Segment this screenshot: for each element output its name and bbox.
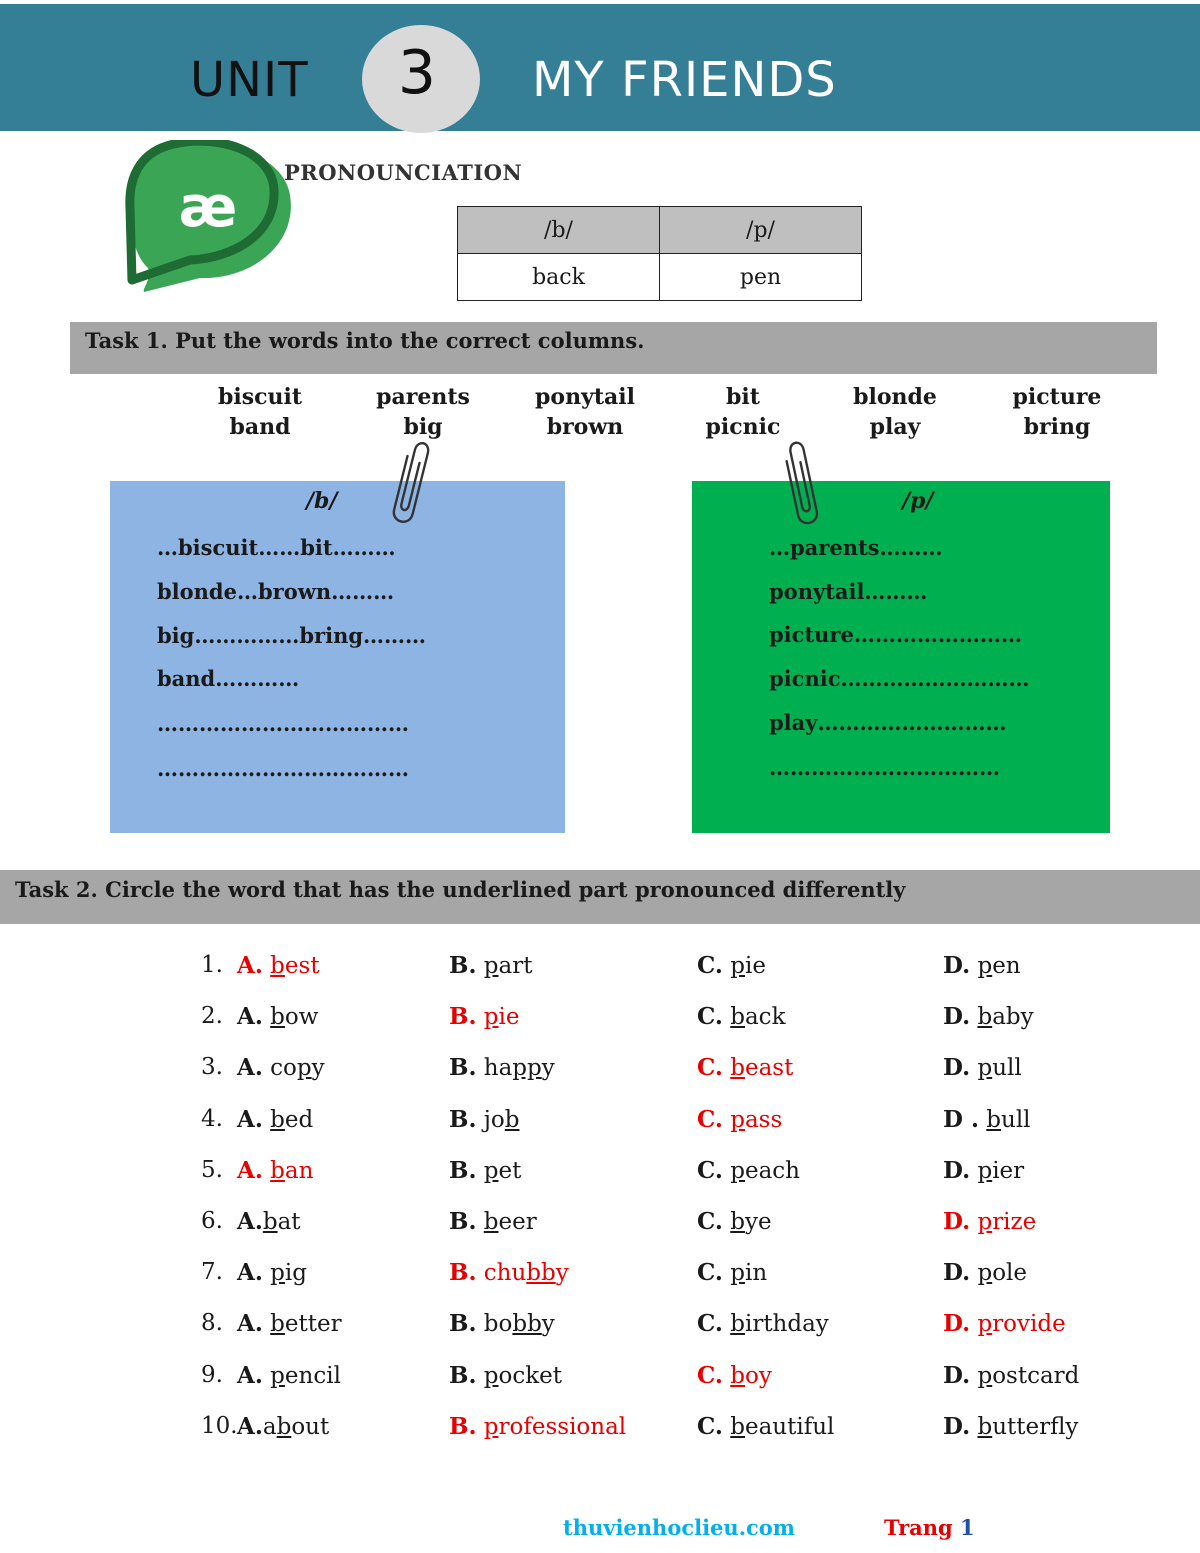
option-word-end: ull bbox=[992, 1055, 1022, 1081]
option-letter: D. bbox=[943, 1157, 971, 1184]
option-word-end: rofessional bbox=[498, 1414, 627, 1440]
option-letter: D . bbox=[943, 1106, 979, 1133]
option-word-end: ie bbox=[498, 1004, 520, 1030]
word-bank-item: play bbox=[869, 414, 921, 440]
option-word-end: out bbox=[291, 1414, 330, 1440]
word-bank-item: picture bbox=[1012, 384, 1102, 410]
answer-option[interactable] bbox=[697, 1003, 786, 1030]
option-letter: A. bbox=[237, 1310, 263, 1337]
option-letter: B. bbox=[449, 952, 477, 979]
option-underlined-part: b bbox=[270, 1158, 285, 1184]
answer-option[interactable] bbox=[943, 1157, 1024, 1184]
option-underlined-part: b bbox=[270, 1107, 285, 1133]
option-word-end: aby bbox=[992, 1004, 1034, 1030]
option-underlined-part: p bbox=[483, 1158, 499, 1184]
answer-option[interactable] bbox=[449, 1310, 555, 1337]
option-word-end: ass bbox=[744, 1107, 783, 1133]
option-letter: A. bbox=[237, 1259, 263, 1286]
answer-option[interactable] bbox=[943, 1106, 1031, 1133]
answer-option[interactable] bbox=[237, 1413, 329, 1440]
option-underlined-part: b bbox=[270, 1004, 285, 1030]
option-word-end: y bbox=[541, 1055, 555, 1081]
answer-option[interactable] bbox=[943, 1054, 1022, 1081]
question-number: 2. bbox=[201, 1003, 223, 1029]
footer-page-label: Trang bbox=[884, 1515, 953, 1540]
question-number: 10. bbox=[201, 1413, 238, 1439]
footer-page bbox=[884, 1515, 975, 1540]
question-number: 9. bbox=[201, 1362, 223, 1388]
note-b-line: …biscuit……bit……… bbox=[157, 535, 396, 560]
word-bank-item: big bbox=[403, 414, 443, 440]
option-word-end: y bbox=[555, 1260, 569, 1286]
option-letter: A. bbox=[237, 1413, 263, 1440]
question-number: 4. bbox=[201, 1106, 223, 1132]
option-word-end: utterfly bbox=[992, 1414, 1079, 1440]
option-word-end: ier bbox=[992, 1158, 1025, 1184]
word-bank-column bbox=[668, 382, 818, 442]
option-underlined-part: b bbox=[262, 1209, 278, 1235]
option-underlined-part: p bbox=[977, 1055, 993, 1081]
note-p-line: play……………………… bbox=[769, 710, 1007, 735]
answer-option[interactable] bbox=[697, 1310, 829, 1337]
word-bank-item: parents bbox=[376, 384, 470, 410]
answer-option[interactable] bbox=[697, 1208, 772, 1235]
task2-title: Task 2. Circle the word that has the underlined part pronounced differently bbox=[0, 870, 1200, 924]
note-b-line: blonde…brown……… bbox=[157, 579, 395, 604]
note-b-line: band………… bbox=[157, 666, 300, 691]
paperclip-icon bbox=[378, 438, 438, 533]
note-p-line: picnic……………………… bbox=[769, 666, 1030, 691]
option-word-end: art bbox=[498, 953, 533, 979]
unit-label: UNIT bbox=[190, 52, 309, 108]
option-letter: A. bbox=[237, 1003, 263, 1030]
answer-option-correct[interactable] bbox=[449, 1413, 626, 1440]
option-underlined-part: b bbox=[730, 1004, 745, 1030]
option-underlined-part: b bbox=[730, 1209, 745, 1235]
option-word-end: east bbox=[744, 1055, 794, 1081]
answer-option[interactable] bbox=[697, 1259, 767, 1286]
option-letter: A. bbox=[237, 1054, 263, 1081]
option-word-end: ack bbox=[744, 1004, 786, 1030]
option-word-start: bo bbox=[483, 1311, 513, 1337]
option-letter: C. bbox=[697, 1310, 723, 1337]
option-word-end: ed bbox=[284, 1107, 314, 1133]
option-word-end: at bbox=[277, 1209, 301, 1235]
option-underlined-part: p bbox=[977, 1209, 993, 1235]
pronunciation-heading: PRONOUNCIATION bbox=[284, 160, 523, 185]
option-letter: C. bbox=[697, 1106, 723, 1133]
note-p-sound bbox=[692, 481, 1110, 833]
option-word-start: co bbox=[270, 1055, 297, 1081]
option-underlined-part: p bbox=[977, 953, 993, 979]
option-letter: D. bbox=[943, 1003, 971, 1030]
note-p-line: ponytail……… bbox=[769, 579, 928, 604]
option-letter: B. bbox=[449, 1157, 477, 1184]
word-bank-item: picnic bbox=[705, 414, 781, 440]
option-letter: D. bbox=[943, 952, 971, 979]
option-underlined-part: p bbox=[977, 1260, 993, 1286]
question-number: 7. bbox=[201, 1259, 223, 1285]
option-underlined-part: b bbox=[977, 1414, 993, 1440]
answer-option[interactable] bbox=[943, 1003, 1034, 1030]
option-word-end: eautiful bbox=[744, 1414, 835, 1440]
answer-option[interactable] bbox=[237, 1106, 313, 1133]
option-underlined-part: p bbox=[730, 1158, 745, 1184]
option-word-end: eer bbox=[498, 1209, 537, 1235]
word-bank-item: band bbox=[229, 414, 291, 440]
option-underlined-part: p bbox=[730, 1107, 745, 1133]
option-underlined-part: b bbox=[977, 1004, 993, 1030]
option-word-end: y bbox=[311, 1055, 325, 1081]
option-letter: A. bbox=[237, 1362, 263, 1389]
option-letter: B. bbox=[449, 1208, 477, 1235]
option-underlined-part: b bbox=[730, 1414, 745, 1440]
option-word-end: y bbox=[541, 1311, 555, 1337]
option-word-end: est bbox=[284, 953, 320, 979]
note-p-line: …parents……… bbox=[769, 535, 943, 560]
word-bank-item: bit bbox=[726, 384, 760, 410]
pronunciation-table bbox=[457, 206, 862, 301]
option-word-end: ocket bbox=[498, 1363, 563, 1389]
option-letter: C. bbox=[697, 1157, 723, 1184]
word-bank-item: bring bbox=[1023, 414, 1091, 440]
task1-title: Task 1. Put the words into the correct columns. bbox=[70, 322, 1157, 374]
option-underlined-part: p bbox=[977, 1311, 993, 1337]
option-letter: D. bbox=[943, 1310, 971, 1337]
note-b-line: ……………………………… bbox=[157, 711, 409, 736]
option-underlined-part: b bbox=[504, 1107, 520, 1133]
word-bank-item: blonde bbox=[853, 384, 937, 410]
answer-option-correct[interactable] bbox=[697, 1054, 793, 1081]
answer-option[interactable] bbox=[237, 1259, 307, 1286]
option-word-start: jo bbox=[483, 1107, 505, 1133]
answer-option[interactable] bbox=[449, 1157, 521, 1184]
unit-number: 3 bbox=[397, 38, 437, 108]
answer-option[interactable] bbox=[449, 1106, 519, 1133]
answer-option[interactable] bbox=[697, 1413, 834, 1440]
option-letter: C. bbox=[697, 1259, 723, 1286]
option-underlined-part: b bbox=[276, 1414, 292, 1440]
option-word-end: en bbox=[992, 953, 1021, 979]
option-word-end: ig bbox=[284, 1260, 307, 1286]
option-underlined-part: p bbox=[730, 1260, 745, 1286]
answer-option-correct[interactable] bbox=[943, 1208, 1036, 1235]
answer-option-correct[interactable] bbox=[449, 1003, 519, 1030]
ae-symbol: æ bbox=[178, 175, 238, 240]
answer-option[interactable] bbox=[943, 1362, 1079, 1389]
answer-option[interactable] bbox=[237, 1310, 342, 1337]
answer-option[interactable] bbox=[237, 1003, 318, 1030]
option-underlined-part: p bbox=[483, 1004, 499, 1030]
option-letter: A. bbox=[237, 1106, 263, 1133]
answer-option[interactable] bbox=[943, 952, 1021, 979]
option-word-end: an bbox=[284, 1158, 314, 1184]
question-number: 1. bbox=[201, 952, 223, 978]
table-cell-p-example: pen bbox=[660, 254, 862, 301]
option-letter: B. bbox=[449, 1310, 477, 1337]
option-word-end: each bbox=[744, 1158, 800, 1184]
option-underlined-part: p bbox=[270, 1363, 285, 1389]
question-number: 5. bbox=[201, 1157, 223, 1183]
table-cell-b-example: back bbox=[458, 254, 660, 301]
answer-option[interactable] bbox=[943, 1413, 1078, 1440]
option-letter: C. bbox=[697, 1362, 723, 1389]
word-bank-item: biscuit bbox=[217, 384, 303, 410]
answer-option[interactable] bbox=[697, 1157, 800, 1184]
option-word-start: chu bbox=[483, 1260, 527, 1286]
option-underlined-part: p bbox=[296, 1055, 312, 1081]
option-letter: C. bbox=[697, 1003, 723, 1030]
word-bank-column bbox=[348, 382, 498, 442]
table-header-b: /b/ bbox=[458, 207, 660, 254]
note-p-line: …………………………… bbox=[769, 755, 1000, 780]
footer-page-number: 1 bbox=[960, 1515, 975, 1540]
answer-option[interactable] bbox=[943, 1259, 1027, 1286]
option-word-start: a bbox=[262, 1414, 277, 1440]
option-underlined-part: p bbox=[270, 1260, 285, 1286]
option-letter: D. bbox=[943, 1362, 971, 1389]
word-bank-column bbox=[185, 382, 335, 442]
option-letter: B. bbox=[449, 1259, 477, 1286]
note-b-line: ……………………………… bbox=[157, 756, 409, 781]
note-b-line: big……………bring……… bbox=[157, 623, 427, 648]
option-word-end: ull bbox=[1001, 1107, 1031, 1133]
option-letter: D. bbox=[943, 1259, 971, 1286]
option-word-start: ha bbox=[483, 1055, 513, 1081]
word-bank-column bbox=[820, 382, 970, 442]
option-word-end: ostcard bbox=[992, 1363, 1080, 1389]
unit-title: MY FRIENDS bbox=[532, 52, 837, 108]
option-underlined-part: b bbox=[483, 1209, 499, 1235]
answer-option-correct[interactable] bbox=[237, 952, 320, 979]
question-number: 8. bbox=[201, 1310, 223, 1336]
option-letter: B. bbox=[449, 1362, 477, 1389]
option-letter: A. bbox=[237, 1208, 263, 1235]
answer-option[interactable] bbox=[449, 1054, 555, 1081]
option-underlined-part: b bbox=[730, 1055, 745, 1081]
option-letter: C. bbox=[697, 1208, 723, 1235]
option-underlined-part: p bbox=[483, 953, 499, 979]
answer-option[interactable] bbox=[237, 1208, 301, 1235]
option-word-end: et bbox=[498, 1158, 522, 1184]
answer-option[interactable] bbox=[237, 1054, 325, 1081]
option-word-end: etter bbox=[284, 1311, 342, 1337]
option-underlined-part: p bbox=[730, 953, 745, 979]
answer-option-correct[interactable] bbox=[237, 1157, 313, 1184]
note-p-line: picture…………………… bbox=[769, 622, 1022, 647]
answer-option-correct[interactable] bbox=[449, 1259, 569, 1286]
table-header-p: /p/ bbox=[660, 207, 862, 254]
speech-bubble-icon bbox=[122, 140, 297, 300]
option-underlined-part: bb bbox=[526, 1260, 556, 1286]
option-letter: A. bbox=[237, 952, 263, 979]
word-bank-column bbox=[982, 382, 1132, 442]
answer-option[interactable] bbox=[449, 1362, 562, 1389]
option-word-end: encil bbox=[284, 1363, 341, 1389]
option-underlined-part: p bbox=[483, 1363, 499, 1389]
answer-option[interactable] bbox=[449, 1208, 537, 1235]
option-word-end: ole bbox=[992, 1260, 1028, 1286]
option-underlined-part: p bbox=[483, 1414, 499, 1440]
option-word-end: ie bbox=[744, 953, 766, 979]
option-letter: C. bbox=[697, 952, 723, 979]
option-word-end: in bbox=[744, 1260, 768, 1286]
option-word-end: ye bbox=[744, 1209, 772, 1235]
word-bank-item: ponytail bbox=[535, 384, 635, 410]
option-underlined-part: p bbox=[977, 1363, 993, 1389]
option-underlined-part: b bbox=[270, 953, 285, 979]
option-letter: D. bbox=[943, 1054, 971, 1081]
option-letter: C. bbox=[697, 1054, 723, 1081]
question-number: 6. bbox=[201, 1208, 223, 1234]
option-letter: B. bbox=[449, 1054, 477, 1081]
answer-option[interactable] bbox=[449, 952, 532, 979]
option-underlined-part: b bbox=[730, 1311, 745, 1337]
option-letter: D. bbox=[943, 1208, 971, 1235]
footer-site[interactable]: thuvienhoclieu.com bbox=[563, 1515, 796, 1540]
word-bank-item: brown bbox=[546, 414, 624, 440]
option-underlined-part: b bbox=[986, 1107, 1002, 1133]
option-word-end: oy bbox=[744, 1363, 772, 1389]
option-word-end: irthday bbox=[744, 1311, 829, 1337]
option-letter: A. bbox=[237, 1157, 263, 1184]
answer-option[interactable] bbox=[237, 1362, 341, 1389]
option-letter: C. bbox=[697, 1413, 723, 1440]
note-b-heading: /b/ bbox=[306, 488, 338, 514]
answer-option-correct[interactable] bbox=[697, 1362, 772, 1389]
answer-option-correct[interactable] bbox=[943, 1310, 1066, 1337]
option-letter: B. bbox=[449, 1003, 477, 1030]
option-underlined-part: b bbox=[730, 1363, 745, 1389]
option-word-end: rize bbox=[992, 1209, 1037, 1235]
paperclip-icon bbox=[770, 440, 830, 535]
note-p-heading: /p/ bbox=[902, 488, 934, 514]
option-letter: D. bbox=[943, 1413, 971, 1440]
question-number: 3. bbox=[201, 1054, 223, 1080]
option-letter: B. bbox=[449, 1413, 477, 1440]
option-underlined-part: pp bbox=[512, 1055, 542, 1081]
answer-option[interactable] bbox=[697, 952, 766, 979]
word-bank-column bbox=[510, 382, 660, 442]
answer-option-correct[interactable] bbox=[697, 1106, 782, 1133]
option-word-end: rovide bbox=[992, 1311, 1066, 1337]
option-underlined-part: bb bbox=[512, 1311, 542, 1337]
option-word-end: ow bbox=[284, 1004, 319, 1030]
option-underlined-part: p bbox=[977, 1158, 993, 1184]
option-letter: B. bbox=[449, 1106, 477, 1133]
option-underlined-part: b bbox=[270, 1311, 285, 1337]
